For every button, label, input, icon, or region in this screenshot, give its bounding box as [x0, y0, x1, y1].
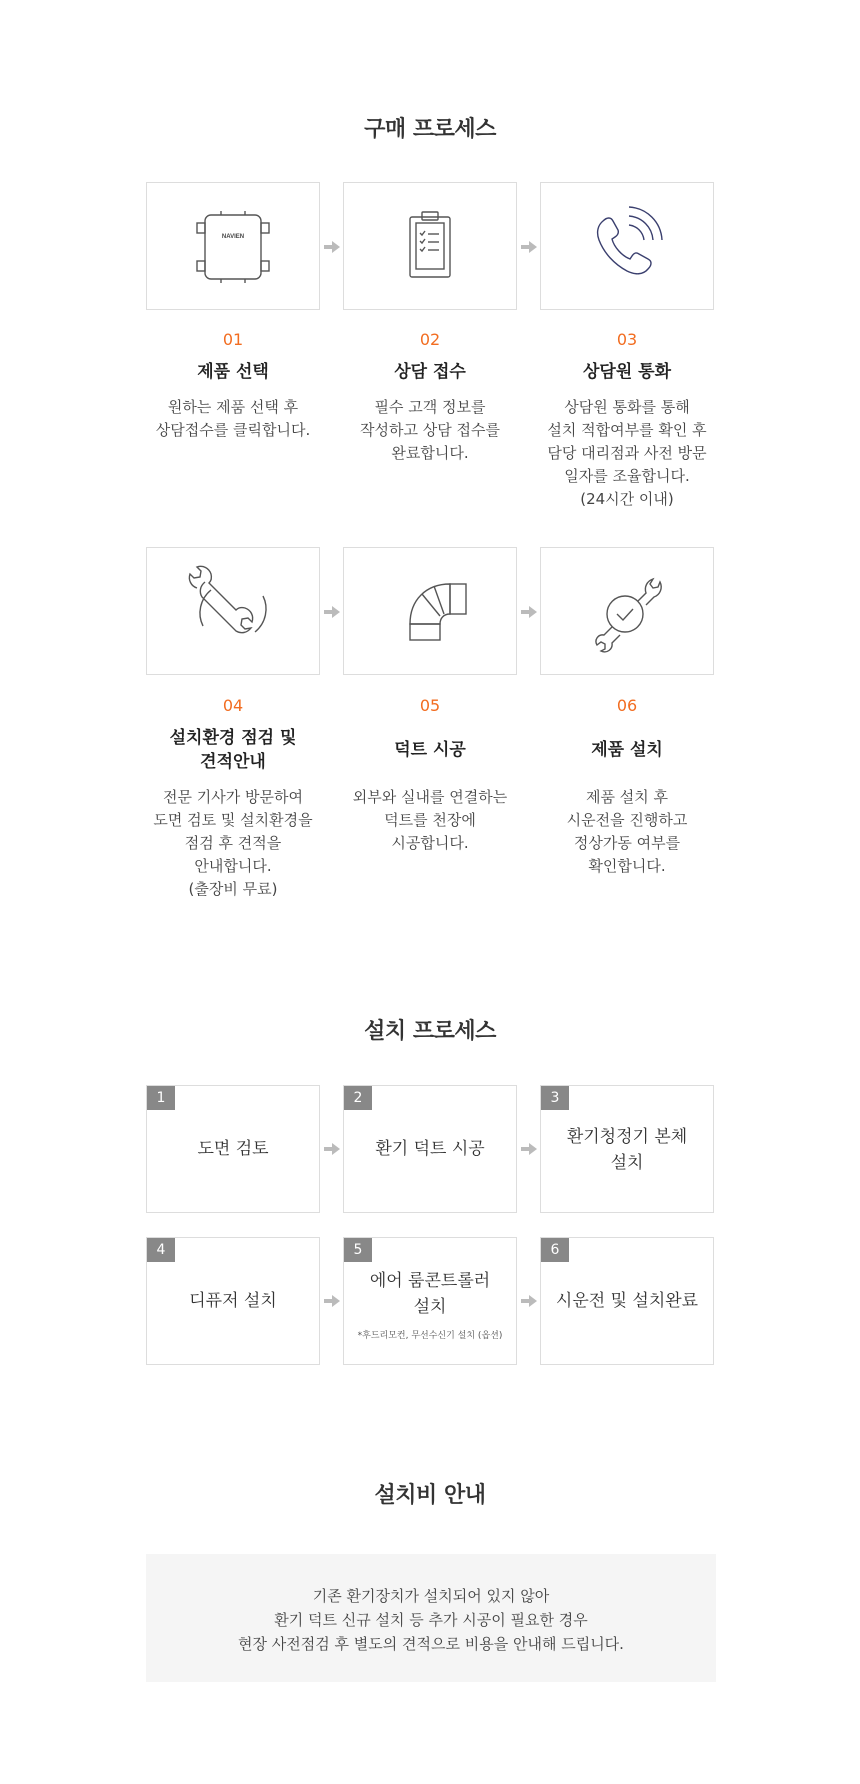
purchase-step-03-box [540, 182, 714, 310]
arrow-right-icon [324, 606, 340, 618]
install-step-note: *후드리모컨, 무선수신기 설치 (옵션) [357, 1331, 503, 1341]
duct-elbow-icon [344, 548, 516, 674]
step-number: 03 [616, 330, 638, 349]
install-step-label: 디퓨저 설치 [189, 1291, 277, 1311]
arrow-right-icon [521, 1295, 537, 1307]
svg-text:NAVIEN: NAVIEN [221, 234, 245, 240]
purchase-step-06-box [540, 547, 714, 675]
purchase-step-05-box [343, 547, 517, 675]
arrow-right-icon [521, 241, 537, 253]
step-number: 04 [222, 696, 244, 715]
ventilator-unit-icon [147, 183, 319, 309]
install-step-5-box [343, 1237, 517, 1365]
install-step-label: 에어 룸콘트롤러 설치 [369, 1271, 491, 1317]
step-badge: 6 [541, 1238, 569, 1262]
purchase-step-04-box [146, 547, 320, 675]
step-name: 제품 설치 [591, 740, 663, 760]
step-description: 외부와 실내를 연결하는 덕트를 천장에 시공합니다. [352, 788, 508, 852]
step-name: 상담원 통화 [582, 362, 672, 382]
step-name: 상담 접수 [394, 362, 466, 382]
step-name: 덕트 시공 [394, 740, 466, 760]
install-step-label: 시운전 및 설치완료 [555, 1291, 699, 1311]
install-process-title: 설치 프로세스 [364, 1019, 496, 1044]
step-number: 02 [419, 330, 441, 349]
purchase-step-02-box [343, 182, 517, 310]
purchase-step-01-box [146, 182, 320, 310]
step-badge: 3 [541, 1086, 569, 1110]
step-number: 01 [222, 330, 244, 349]
install-step-label: 도면 검토 [197, 1139, 269, 1159]
step-name: 제품 선택 [197, 362, 269, 382]
arrow-right-icon [324, 241, 340, 253]
step-badge: 1 [147, 1086, 175, 1110]
step-description: 필수 고객 정보를 작성하고 상담 접수를 완료합니다. [360, 398, 500, 462]
arrow-right-icon [324, 1143, 340, 1155]
wrench-check-icon [541, 548, 713, 674]
step-description: 제품 설치 후 시운전을 진행하고 정상가동 여부를 확인합니다. [566, 788, 688, 875]
arrow-right-icon [324, 1295, 340, 1307]
purchase-process-title: 구매 프로세스 [364, 117, 496, 142]
install-step-1-box [146, 1085, 320, 1213]
install-step-2-box [343, 1085, 517, 1213]
step-number: 05 [419, 696, 441, 715]
install-step-3-box [540, 1085, 714, 1213]
step-badge: 5 [344, 1238, 372, 1262]
arrow-right-icon [521, 606, 537, 618]
install-step-label: 환기청정기 본체 설치 [566, 1127, 688, 1173]
step-description: 전문 기사가 방문하여 도면 검토 및 설치환경을 점검 후 견적을 안내합니다. (출장비 무료) [153, 788, 313, 898]
step-number: 06 [616, 696, 638, 715]
step-description: 상담원 통화를 통해 설치 적합여부를 확인 후 담당 대리점과 사전 방문 일자를 조율합니다. (24시간 이내) [547, 398, 707, 508]
install-fee-title: 설치비 안내 [374, 1483, 486, 1508]
arrow-right-icon [521, 1143, 537, 1155]
install-step-4-box [146, 1237, 320, 1365]
phone-call-icon [541, 183, 713, 309]
install-fee-text: 기존 환기장치가 설치되어 있지 않아 환기 덕트 신규 설치 등 추가 시공이 필요한 경우 현장 사전점검 후 별도의 견적으로 비용을 안내해 드립니다. [238, 1587, 624, 1653]
install-step-6-box [540, 1237, 714, 1365]
clipboard-checklist-icon [344, 183, 516, 309]
step-description: 원하는 제품 선택 후 상담접수를 클릭합니다. [155, 398, 311, 439]
step-name: 설치환경 점검 및 견적안내 [169, 728, 297, 772]
install-fee-box [146, 1554, 716, 1682]
install-step-label: 환기 덕트 시공 [375, 1139, 485, 1159]
step-badge: 2 [344, 1086, 372, 1110]
wrench-icon [147, 548, 319, 674]
step-badge: 4 [147, 1238, 175, 1262]
